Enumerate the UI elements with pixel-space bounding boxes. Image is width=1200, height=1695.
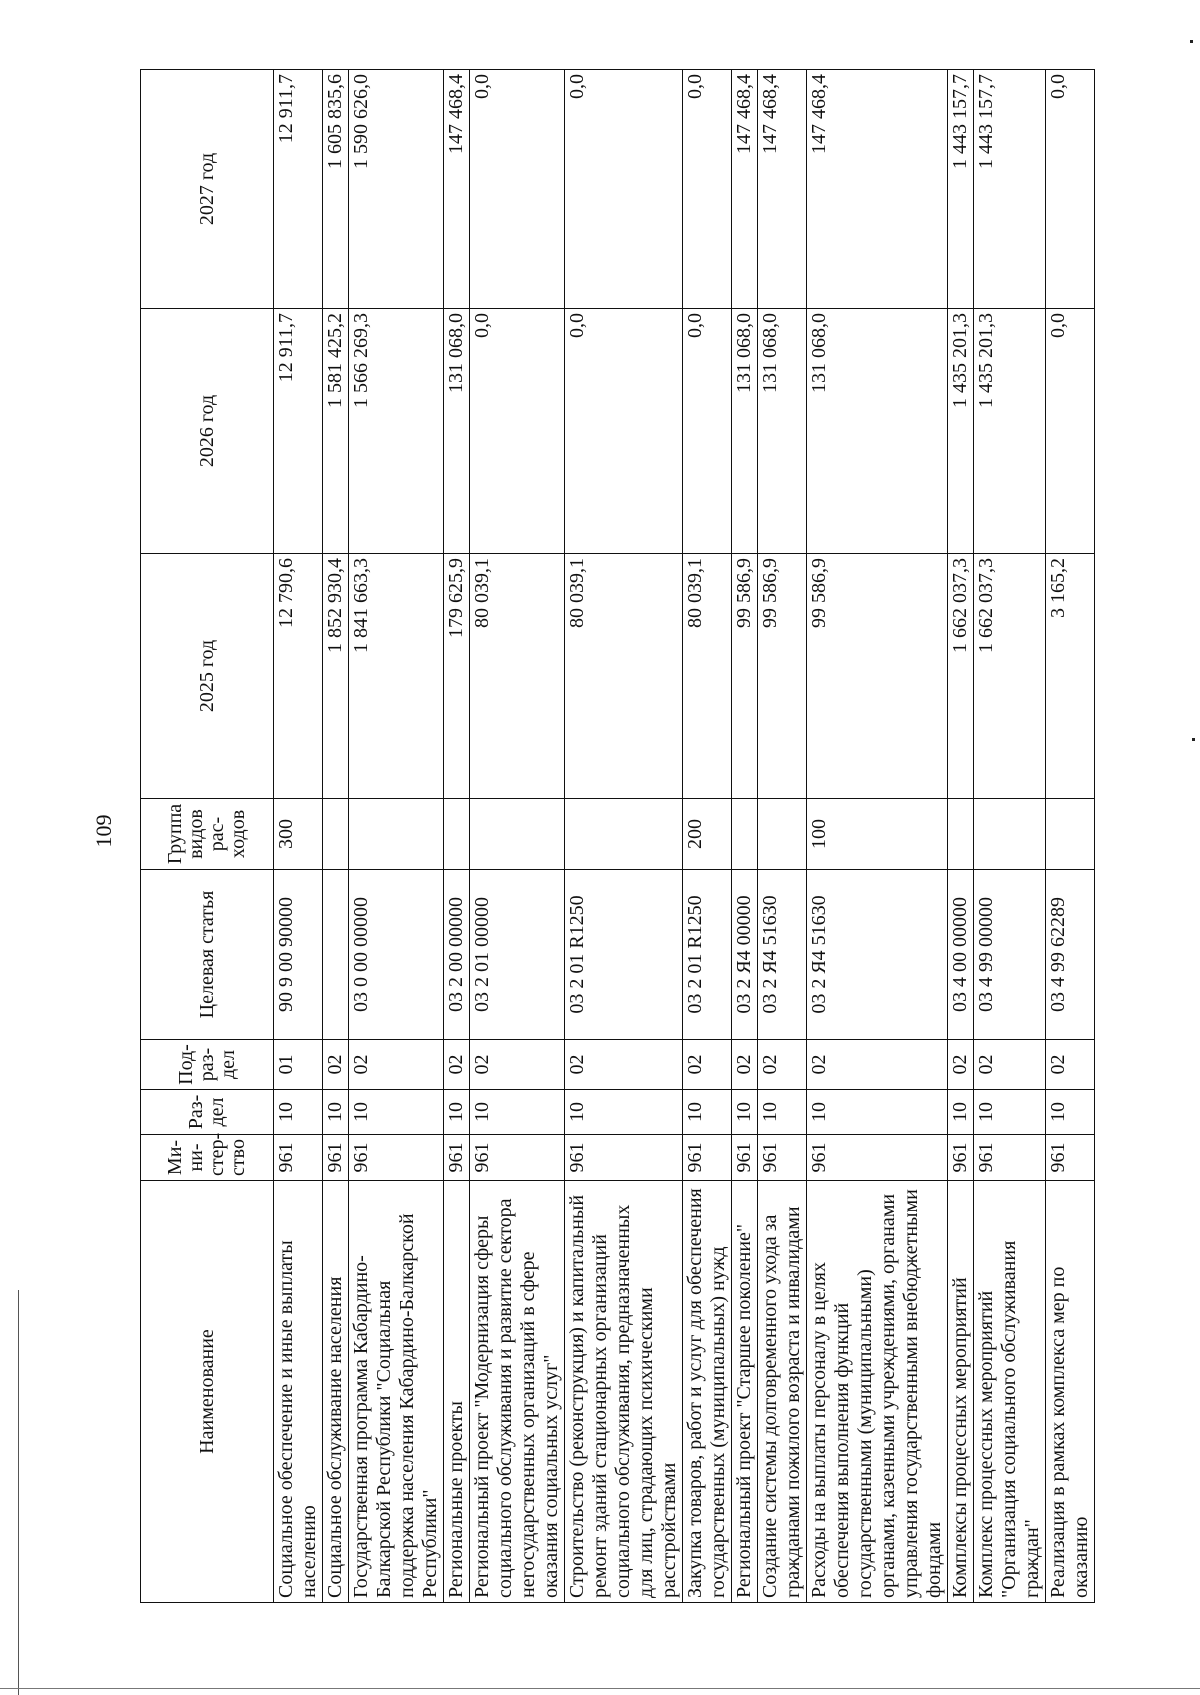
header-2025: 2025 год — [141, 554, 274, 799]
row-section: 10 — [948, 1090, 974, 1135]
row-2025: 80 039,1 — [565, 554, 683, 799]
row-group: 300 — [274, 799, 323, 870]
row-2025: 80 039,1 — [683, 554, 732, 799]
row-group — [470, 799, 565, 870]
row-ministry: 961 — [323, 1135, 349, 1181]
row-section: 10 — [758, 1090, 807, 1135]
row-ministry: 961 — [807, 1135, 948, 1181]
row-2026: 12 911,7 — [274, 309, 323, 554]
row-subsection: 02 — [683, 1040, 732, 1090]
row-2026: 131 068,0 — [444, 309, 470, 554]
row-2026: 131 068,0 — [758, 309, 807, 554]
row-article: 03 2 Я4 51630 — [758, 870, 807, 1040]
row-2027: 147 468,4 — [807, 70, 948, 309]
row-2025: 1 852 930,4 — [323, 554, 349, 799]
row-2027: 147 468,4 — [444, 70, 470, 309]
budget-table-rotated — [140, 70, 1092, 1603]
row-2027: 1 590 626,0 — [349, 70, 444, 309]
row-ministry: 961 — [974, 1135, 1046, 1181]
row-2025: 179 625,9 — [444, 554, 470, 799]
row-name: Государственная программа Кабардино-Балкарской Республики "Социальная поддержка населения Кабардино-Балкарской Республики" — [349, 1181, 444, 1603]
row-name: Комплексы процессных мероприятий — [948, 1181, 974, 1603]
row-group — [732, 799, 758, 870]
row-ministry: 961 — [565, 1135, 683, 1181]
table-row — [807, 70, 948, 1603]
table-row — [470, 70, 565, 1603]
row-ministry: 961 — [683, 1135, 732, 1181]
page-number: 109 — [91, 814, 116, 848]
row-article: 03 0 00 00000 — [349, 870, 444, 1040]
row-2025: 1 841 663,3 — [349, 554, 444, 799]
scan-dot — [1190, 40, 1193, 43]
row-2027: 1 443 157,7 — [974, 70, 1046, 309]
row-section: 10 — [349, 1090, 444, 1135]
table-row — [732, 70, 758, 1603]
table-row — [1046, 70, 1095, 1603]
header-name: Наименование — [141, 1181, 274, 1603]
row-subsection: 02 — [565, 1040, 683, 1090]
table-row — [683, 70, 732, 1603]
row-2027: 12 911,7 — [274, 70, 323, 309]
row-2027: 0,0 — [565, 70, 683, 309]
table-row — [323, 70, 349, 1603]
table-row — [758, 70, 807, 1603]
row-ministry: 961 — [444, 1135, 470, 1181]
budget-table — [140, 69, 1095, 1603]
row-2027: 1 605 835,6 — [323, 70, 349, 309]
row-2027: 147 468,4 — [758, 70, 807, 309]
row-2025: 1 662 037,3 — [974, 554, 1046, 799]
table-row — [948, 70, 974, 1603]
row-2027: 0,0 — [470, 70, 565, 309]
row-group — [349, 799, 444, 870]
header-expense-group: Группа видов рас-ходов — [141, 799, 274, 870]
row-section: 10 — [274, 1090, 323, 1135]
row-group — [758, 799, 807, 870]
row-subsection: 02 — [807, 1040, 948, 1090]
row-2025: 99 586,9 — [758, 554, 807, 799]
row-name: Закупка товаров, работ и услуг для обеспечения государственных (муниципальных) нужд — [683, 1181, 732, 1603]
row-name: Социальное обслуживание населения — [323, 1181, 349, 1603]
row-article: 03 2 01 R1250 — [683, 870, 732, 1040]
row-name: Региональный проект "Модернизация сферы социального обслуживания и развитие сектора негосударственных организаций в сфере оказания социальных услуг" — [470, 1181, 565, 1603]
row-article: 03 2 Я4 51630 — [807, 870, 948, 1040]
row-2027: 147 468,4 — [732, 70, 758, 309]
table-row — [349, 70, 444, 1603]
row-group: 200 — [683, 799, 732, 870]
row-2025: 99 586,9 — [732, 554, 758, 799]
row-2026: 0,0 — [470, 309, 565, 554]
row-2025: 3 165,2 — [1046, 554, 1095, 799]
row-name: Расходы на выплаты персоналу в целях обеспечения выполнения функций государственными (муниципальными) органами, казенными учреждениями, органами управления государственными внебюджетными фондами — [807, 1181, 948, 1603]
row-2026: 0,0 — [1046, 309, 1095, 554]
row-ministry: 961 — [470, 1135, 565, 1181]
row-section: 10 — [565, 1090, 683, 1135]
row-2026: 1 435 201,3 — [974, 309, 1046, 554]
header-ministry: Ми-ни-стер-ство — [141, 1135, 274, 1181]
scan-edge-line-left — [18, 1290, 19, 1695]
row-group: 100 — [807, 799, 948, 870]
row-group — [974, 799, 1046, 870]
row-2027: 0,0 — [1046, 70, 1095, 309]
row-2025: 99 586,9 — [807, 554, 948, 799]
row-group — [948, 799, 974, 870]
row-name: Социальное обеспечение и иные выплаты населению — [274, 1181, 323, 1603]
header-subsection: Под-раз-дел — [141, 1040, 274, 1090]
row-ministry: 961 — [274, 1135, 323, 1181]
row-2026: 131 068,0 — [732, 309, 758, 554]
row-article: 03 2 01 00000 — [470, 870, 565, 1040]
row-group — [1046, 799, 1095, 870]
row-name: Региональные проекты — [444, 1181, 470, 1603]
row-article: 90 9 00 90000 — [274, 870, 323, 1040]
row-2025: 80 039,1 — [470, 554, 565, 799]
row-2025: 12 790,6 — [274, 554, 323, 799]
row-2025: 1 662 037,3 — [948, 554, 974, 799]
row-article — [323, 870, 349, 1040]
row-subsection: 02 — [1046, 1040, 1095, 1090]
row-name: Создание системы долговременного ухода за гражданами пожилого возраста и инвалидами — [758, 1181, 807, 1603]
row-article: 03 4 00 00000 — [948, 870, 974, 1040]
row-subsection: 01 — [274, 1040, 323, 1090]
row-subsection: 02 — [732, 1040, 758, 1090]
table-row — [974, 70, 1046, 1603]
table-row — [444, 70, 470, 1603]
row-article: 03 2 01 R1250 — [565, 870, 683, 1040]
row-subsection: 02 — [444, 1040, 470, 1090]
header-2026: 2026 год — [141, 309, 274, 554]
table-row — [274, 70, 323, 1603]
row-2027: 0,0 — [683, 70, 732, 309]
row-ministry: 961 — [1046, 1135, 1095, 1181]
row-name: Строительство (реконструкция) и капитальный ремонт зданий стационарных организаций социального обслуживания, предназначенных для лиц, страдающих психическими расстройствами — [565, 1181, 683, 1603]
row-2026: 0,0 — [565, 309, 683, 554]
row-section: 10 — [683, 1090, 732, 1135]
row-section: 10 — [807, 1090, 948, 1135]
row-subsection: 02 — [323, 1040, 349, 1090]
table-row — [565, 70, 683, 1603]
row-2026: 0,0 — [683, 309, 732, 554]
row-group — [444, 799, 470, 870]
row-2026: 1 581 425,2 — [323, 309, 349, 554]
row-name: Реализация в рамках комплекса мер по оказанию — [1046, 1181, 1095, 1603]
row-section: 10 — [444, 1090, 470, 1135]
row-section: 10 — [974, 1090, 1046, 1135]
row-section: 10 — [470, 1090, 565, 1135]
row-name: Региональный проект "Старшее поколение" — [732, 1181, 758, 1603]
row-article: 03 2 00 00000 — [444, 870, 470, 1040]
row-article: 03 4 99 62289 — [1046, 870, 1095, 1040]
scan-dot — [1192, 738, 1195, 741]
row-subsection: 02 — [470, 1040, 565, 1090]
header-2027: 2027 год — [141, 70, 274, 309]
row-ministry: 961 — [758, 1135, 807, 1181]
row-article: 03 2 Я4 00000 — [732, 870, 758, 1040]
row-ministry: 961 — [732, 1135, 758, 1181]
row-ministry: 961 — [948, 1135, 974, 1181]
row-subsection: 02 — [948, 1040, 974, 1090]
row-2026: 1 566 269,3 — [349, 309, 444, 554]
row-section: 10 — [732, 1090, 758, 1135]
row-subsection: 02 — [758, 1040, 807, 1090]
row-group — [565, 799, 683, 870]
row-ministry: 961 — [349, 1135, 444, 1181]
row-2026: 1 435 201,3 — [948, 309, 974, 554]
row-2027: 1 443 157,7 — [948, 70, 974, 309]
row-group — [323, 799, 349, 870]
header-section: Раз-дел — [141, 1090, 274, 1135]
row-subsection: 02 — [974, 1040, 1046, 1090]
row-section: 10 — [1046, 1090, 1095, 1135]
row-article: 03 4 99 00000 — [974, 870, 1046, 1040]
row-name: Комплекс процессных мероприятий "Организация социального обслуживания граждан" — [974, 1181, 1046, 1603]
row-section: 10 — [323, 1090, 349, 1135]
row-subsection: 02 — [349, 1040, 444, 1090]
scan-edge-line-bottom — [0, 1688, 1200, 1689]
header-target-article: Целевая статья — [141, 870, 274, 1040]
row-2026: 131 068,0 — [807, 309, 948, 554]
table-header-row — [141, 70, 274, 1603]
